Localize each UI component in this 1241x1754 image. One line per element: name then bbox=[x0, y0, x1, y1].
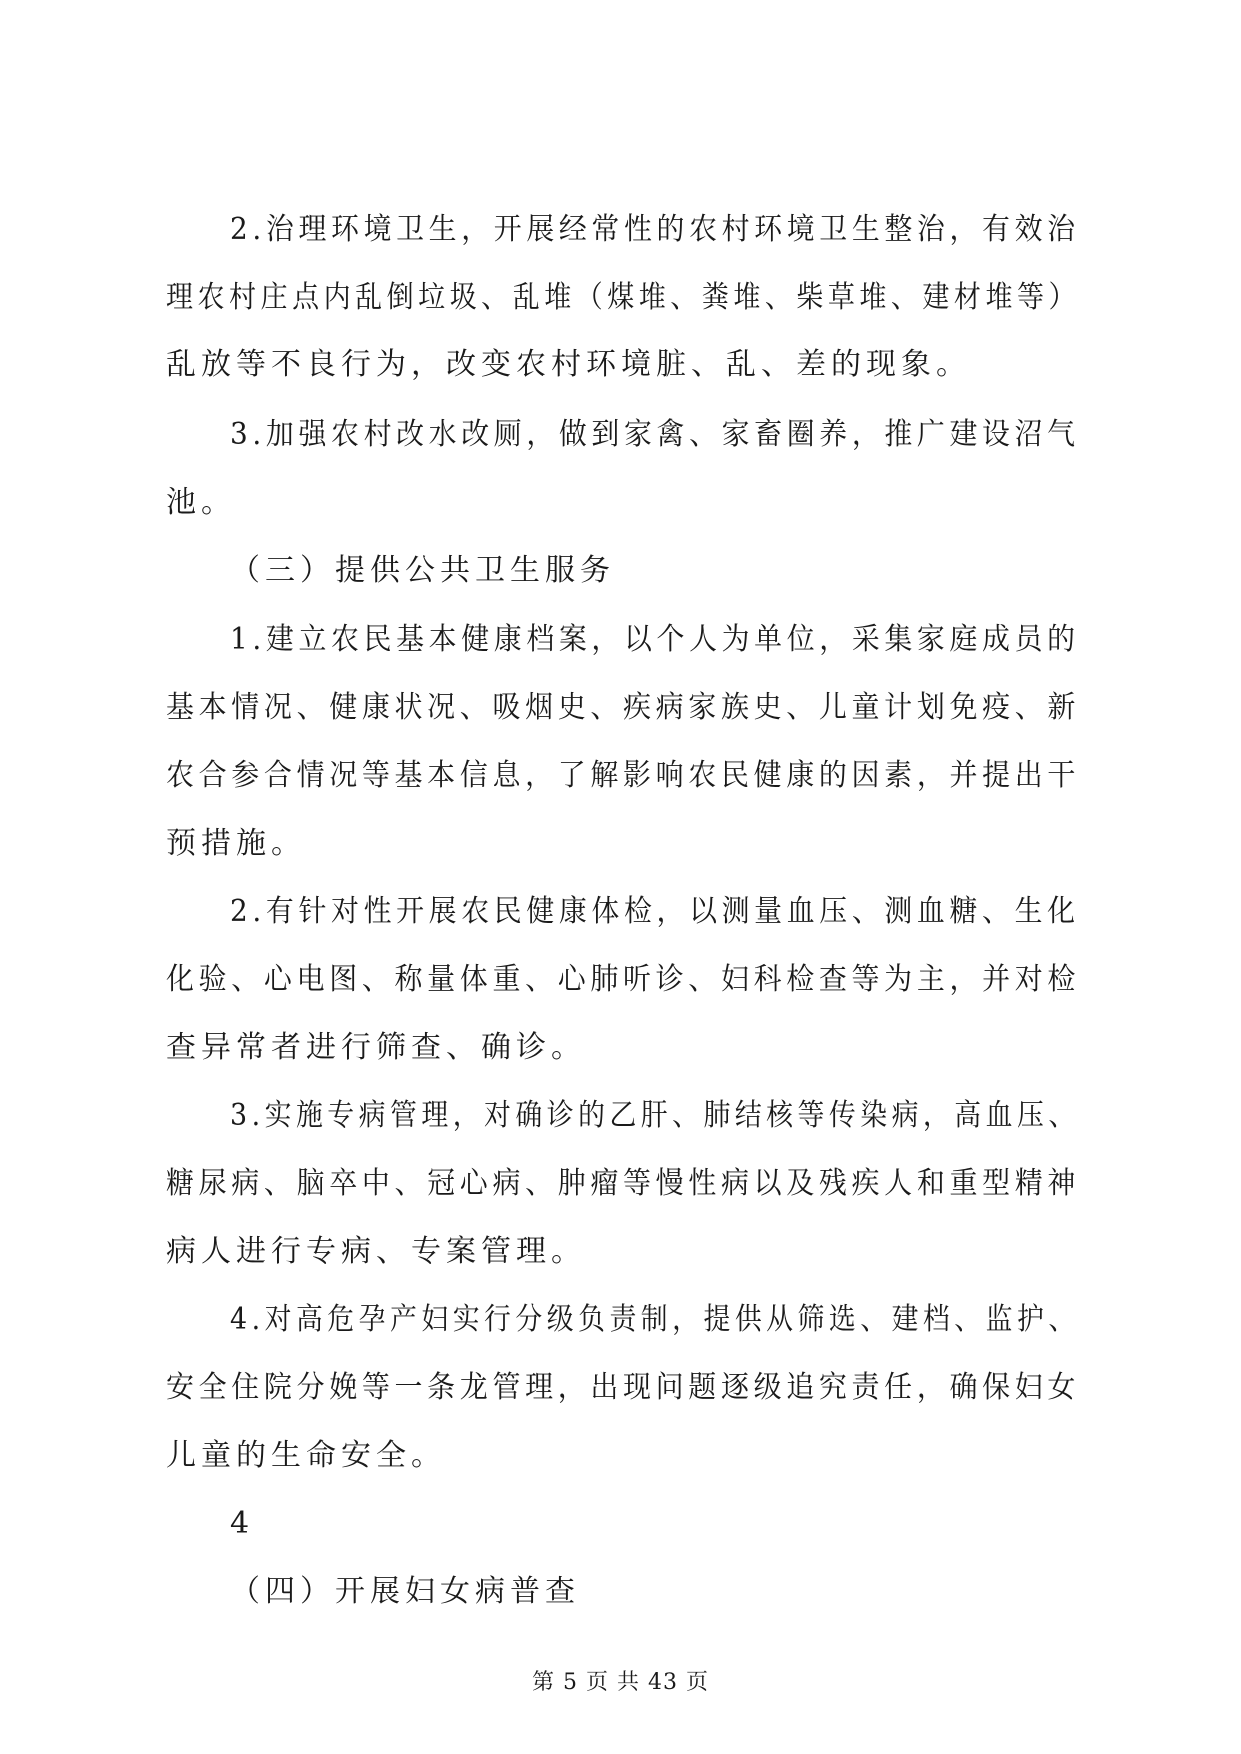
paragraph-line: 农合参合情况等基本信息，了解影响农民健康的因素，并提出干 bbox=[166, 758, 1081, 793]
paragraph-line: 儿童的生命安全。 bbox=[166, 1438, 446, 1473]
paragraph-line: 3.加强农村改水改厕，做到家禽、家畜圈养，推广建设沼气 bbox=[230, 417, 1080, 452]
paragraph-line: 池。 bbox=[166, 485, 236, 520]
section-heading: （四）开展妇女病普查 bbox=[230, 1574, 580, 1609]
page-number-footer: 第 5 页 共 43 页 bbox=[532, 1670, 709, 1695]
paragraph-line: 2.治理环境卫生，开展经常性的农村环境卫生整治，有效治 bbox=[230, 212, 1080, 247]
section-heading: （三）提供公共卫生服务 bbox=[230, 553, 615, 588]
paragraph-line: 3.实施专病管理，对确诊的乙肝、肺结核等传染病，高血压、 bbox=[230, 1098, 1080, 1133]
stray-number: 4 bbox=[230, 1506, 255, 1541]
paragraph-line: 2.有针对性开展农民健康体检，以测量血压、测血糖、生化 bbox=[230, 894, 1080, 929]
paragraph-line: 安全住院分娩等一条龙管理，出现问题逐级追究责任，确保妇女 bbox=[166, 1370, 1081, 1405]
paragraph-line: 查异常者进行筛查、确诊。 bbox=[166, 1030, 586, 1065]
paragraph-line: 1.建立农民基本健康档案，以个人为单位，采集家庭成员的 bbox=[230, 622, 1080, 657]
paragraph-line: 乱放等不良行为，改变农村环境脏、乱、差的现象。 bbox=[166, 347, 971, 382]
paragraph-line: 预措施。 bbox=[166, 826, 306, 861]
paragraph-line: 糖尿病、脑卒中、冠心病、肿瘤等慢性病以及残疾人和重型精神 bbox=[166, 1166, 1081, 1201]
paragraph-line: 4.对高危孕产妇实行分级负责制，提供从筛选、建档、监护、 bbox=[230, 1302, 1080, 1337]
paragraph-line: 理农村庄点内乱倒垃圾、乱堆（煤堆、粪堆、柴草堆、建材堆等） bbox=[166, 280, 1081, 315]
paragraph-line: 基本情况、健康状况、吸烟史、疾病家族史、儿童计划免疫、新 bbox=[166, 690, 1081, 725]
paragraph-line: 化验、心电图、称量体重、心肺听诊、妇科检查等为主，并对检 bbox=[166, 962, 1081, 997]
paragraph-line: 病人进行专病、专案管理。 bbox=[166, 1234, 586, 1269]
